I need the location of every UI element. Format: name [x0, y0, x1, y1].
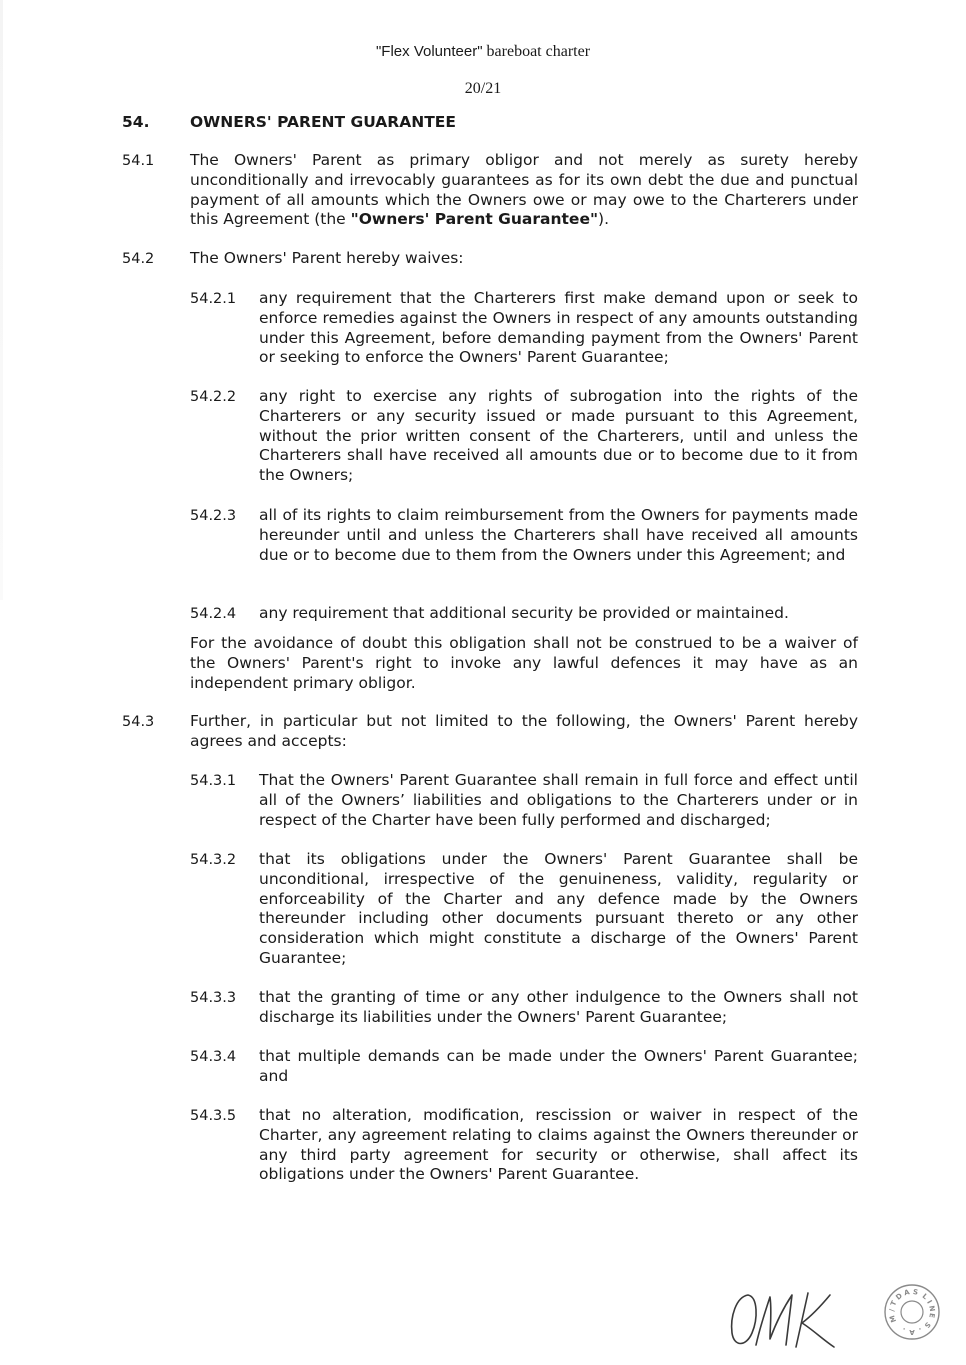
clause-54-1-text [190, 151, 858, 230]
subclause-54-3-1-text: That the Owners' Parent Guarantee shall remain in full force and effect until all of the Owners’ liabilities and obligations to the Charterers under or in respect of the Charter have been fully performed and discharged; [259, 771, 858, 829]
section-title: OWNERS' PARENT GUARANTEE [190, 113, 456, 131]
header-vessel-name: "Flex Volunteer" [375, 43, 483, 60]
subclause-54-3-4-text: that multiple demands can be made under the Owners' Parent Guarantee; and [259, 1047, 858, 1085]
defined-term: "Owners' Parent Guarantee" [350, 210, 599, 229]
svg-text:E: E [927, 1312, 937, 1319]
subclause-54-2-2-text: any right to exercise any rights of subrogation into the rights of the Charterers or any security issued or made pursuant to this Agreement, without the prior written consent of the Charterers, until and unless the Charterers shall have received all amounts due or to become due to it from the Owners; [259, 387, 858, 485]
svg-text:L: L [920, 1292, 930, 1302]
svg-text:A: A [909, 1328, 915, 1336]
subclause-number: 54.3.1 [190, 773, 237, 789]
header-document-type: bareboat charter [486, 43, 591, 60]
subclause-54-2-1-text: any requirement that the Charterers first make demand upon or seek to enforce remedies against the Owners in respect of any amounts outstanding under this Agreement, before demanding payment from the Owners' Parent or seeking to enforce the Owners' Parent Guarantee; [259, 289, 858, 367]
subclause-54-3-3-text: that the granting of time or any other indulgence to the Owners shall not discharge its liabilities under the Owners' Parent Guarantee; [259, 988, 858, 1026]
svg-text:N: N [927, 1304, 937, 1313]
clause-number: 54.2 [122, 251, 155, 267]
subclause-number: 54.2.4 [190, 606, 237, 622]
subclause-number: 54.3.2 [190, 852, 237, 868]
svg-text:D: D [894, 1291, 904, 1302]
clause-number: 54.1 [122, 153, 155, 169]
company-seal [882, 1282, 942, 1342]
subclause-number: 54.3.4 [190, 1049, 237, 1065]
clause-number: 54.3 [122, 714, 155, 730]
handwritten-initials [726, 1287, 842, 1351]
page-number: 20/21 [464, 80, 502, 97]
subclause-number: 54.2.1 [190, 291, 237, 307]
svg-text:S: S [922, 1320, 933, 1330]
svg-text:M: M [888, 1314, 899, 1324]
svg-text:I: I [925, 1298, 934, 1306]
clause-54-2-closing: For the avoidance of doubt this obligation shall not be construed to be a waiver of the Owners' Parent's right to invoke any lawful defences it may have as an independent primary obligor. [190, 634, 858, 692]
subclause-54-3-5-text: that no alteration, modification, rescission or waiver in respect of the Charter, any agreement relating to claims against the Owners thereunder or any third party agreement for security or otherwise, shall affect its obligations under the Owners' Parent Guarantee. [259, 1106, 858, 1184]
svg-text:.: . [917, 1325, 924, 1335]
svg-text:A: A [903, 1288, 911, 1298]
svg-text:/: / [887, 1308, 897, 1312]
clause-text: The Owners' Parent as primary obligor and not merely as surety hereby unconditionally and irrevocably guarantees as for its own debt the due and punctual payment of all amounts which the Owners owe or may owe to the Charterers under this Agreement (the [190, 151, 858, 229]
clause-54-3-intro: Further, in particular but not limited to the following, the Owners' Parent hereby agrees and accepts: [190, 712, 858, 750]
subclause-54-2-3-text: all of its rights to claim reimbursement from the Owners for payments made hereunder until and unless the Charterers shall have received all amounts due or to become due to them from the Owners under this Agreement; and [259, 506, 858, 564]
svg-text:S: S [912, 1287, 919, 1297]
subclause-number: 54.2.2 [190, 389, 237, 405]
subclause-number: 54.3.3 [190, 990, 237, 1006]
subclause-number: 54.2.3 [190, 508, 237, 524]
svg-text:T: T [889, 1299, 899, 1308]
svg-text:.: . [900, 1325, 907, 1335]
subclause-54-2-4-text: any requirement that additional security be provided or maintained. [259, 604, 789, 622]
subclause-54-3-2-text: that its obligations under the Owners' Parent Guarantee shall be unconditional, irrespective of the genuineness, validity, regularity or enforceability of the Charter and any defence made by the Owners thereunder including other documents pursuant thereto or any other consideration which might constitute a discharge of the Owners' Parent Guarantee; [259, 850, 858, 967]
clause-text-end: ). [598, 210, 610, 229]
document-header [0, 42, 966, 62]
subclause-number: 54.3.5 [190, 1108, 237, 1124]
clause-54-2-intro: The Owners' Parent hereby waives: [190, 249, 464, 267]
section-number: 54. [122, 113, 150, 131]
